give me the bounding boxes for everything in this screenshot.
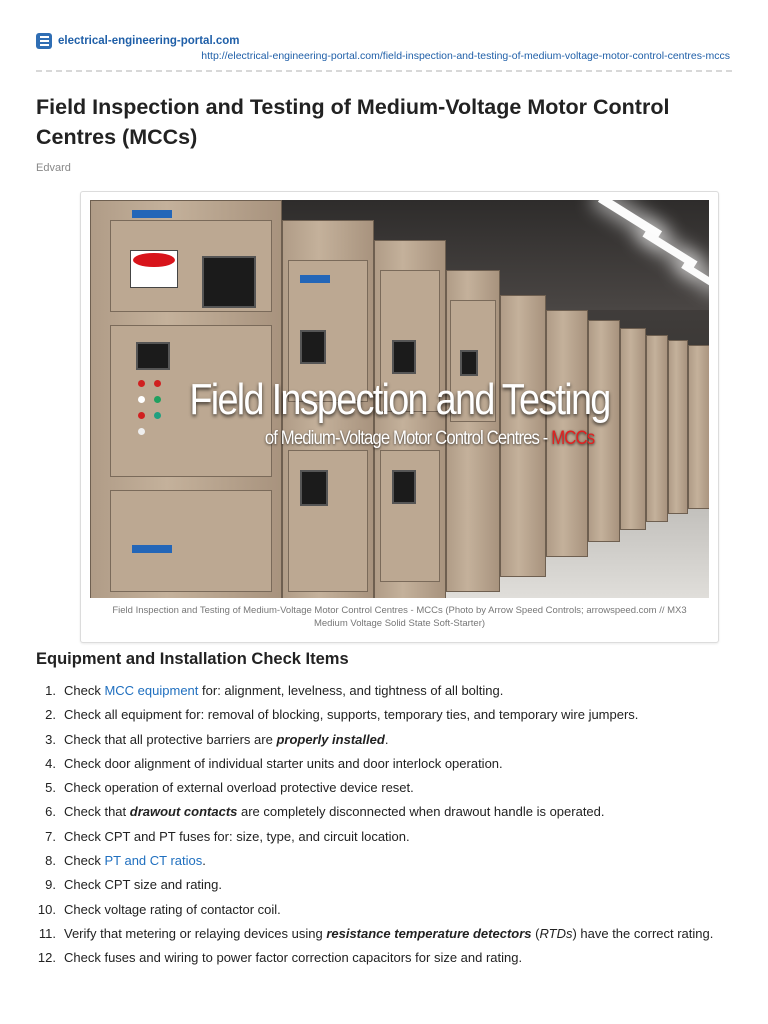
header-divider [36,70,732,72]
check-item [36,877,736,893]
check-item-link[interactable]: MCC equipment [104,683,199,698]
check-item-number: 1. [45,683,56,698]
check-item [36,829,736,845]
brand-logo [132,545,172,553]
check-item-text: ( [531,925,540,941]
check-item-number: 3. [45,731,56,747]
check-item-number: 8. [45,853,56,869]
check-item-emphasis: properly installed [276,731,385,747]
mcc-cabinet [688,345,709,509]
display-panel [392,470,416,504]
check-item-text: Check all equipment for: removal of blocking, supports, temporary ties, and temporary wire jumpers. [64,707,639,723]
check-item-number: 12. [37,950,56,966]
display-panel [202,256,256,308]
check-item-text: Check [64,683,105,698]
check-item-number: 6. [45,804,56,820]
check-item [36,756,736,772]
check-item [36,853,736,869]
site-name-link[interactable]: electrical-engineering-portal.com [58,35,240,47]
check-item-number: 10. [37,901,56,917]
check-item-emphasis: drawout contacts [129,804,238,820]
check-item-italic: RTDs [539,925,573,941]
check-item-text: Check door alignment of individual starter units and door interlock operation. [64,755,503,771]
check-item-text: for: alignment, levelness, and tightness of all bolting. [198,683,504,698]
check-item [36,683,736,699]
check-item-text: Verify that metering or relaying devices using [64,925,327,941]
cabinet-door [110,490,272,592]
display-panel [460,350,478,376]
display-panel [392,340,416,374]
check-item-number: 9. [45,877,56,893]
check-item [36,950,736,966]
check-item-number: 4. [45,755,56,771]
mcc-cabinet [668,340,688,514]
check-item-text: ) have the correct rating. [572,925,714,941]
check-list [36,683,736,975]
check-item [36,732,736,748]
photo-overlay-title: Field Inspection and Testing [189,375,610,424]
section-heading: Equipment and Installation Check Items [36,650,349,668]
check-item-text: Check operation of external overload protective device reset. [64,780,414,796]
check-item [36,804,736,820]
article-author: Edvard [36,162,71,174]
check-item-emphasis: resistance temperature detectors [326,925,532,941]
photo-overlay-subtitle: of Medium-Voltage Motor Control Centres - MCCs [264,428,595,449]
check-item-text: Check voltage rating of contactor coil. [64,901,281,917]
figure-caption: Field Inspection and Testing of Medium-Voltage Motor Control Centres - MCCs (Photo by Arrow Speed Controls; arrowspeed.com // MX3 Medium Voltage Solid State Soft-Starter) [112,605,687,629]
check-item-text: Check [64,853,105,869]
site-header [36,33,240,49]
article-figure [80,191,719,643]
article-title: Field Inspection and Testing of Medium-Voltage Motor Control Centres (MCCs) [36,95,670,149]
danger-sign [130,250,178,288]
check-item-text: Check that [64,804,130,820]
check-item [36,707,736,723]
display-panel [136,342,170,370]
check-item-text: Check that all protective barriers are [64,731,277,747]
check-item-number: 5. [45,780,56,796]
overlay-highlight: MCCs [551,428,595,449]
check-item-number: 2. [45,707,56,723]
check-item-text: are completely disconnected when drawout handle is operated. [237,804,605,820]
check-item-link[interactable]: PT and CT ratios [104,853,203,869]
mcc-photo [90,200,709,598]
check-item [36,780,736,796]
check-item-number: 11. [38,925,56,941]
check-item-text: Check CPT size and rating. [64,877,222,893]
check-item-text: . [384,731,389,747]
list-icon [36,33,52,49]
indicator-light [138,428,145,435]
brand-logo [300,275,330,283]
display-panel [300,330,326,364]
check-item-number: 7. [45,828,56,844]
display-panel [300,470,328,506]
check-item [36,902,736,918]
check-item-text: . [202,853,206,869]
brand-logo [132,210,172,218]
check-item-text: Check CPT and PT fuses for: size, type, and circuit location. [64,828,410,844]
check-item [36,926,736,942]
check-item-text: Check fuses and wiring to power factor correction capacitors for size and rating. [64,950,523,966]
page-url-link[interactable]: http://electrical-engineering-portal.com/field-inspection-and-testing-of-medium-voltage-motor-control-centres-mccs [201,50,730,62]
